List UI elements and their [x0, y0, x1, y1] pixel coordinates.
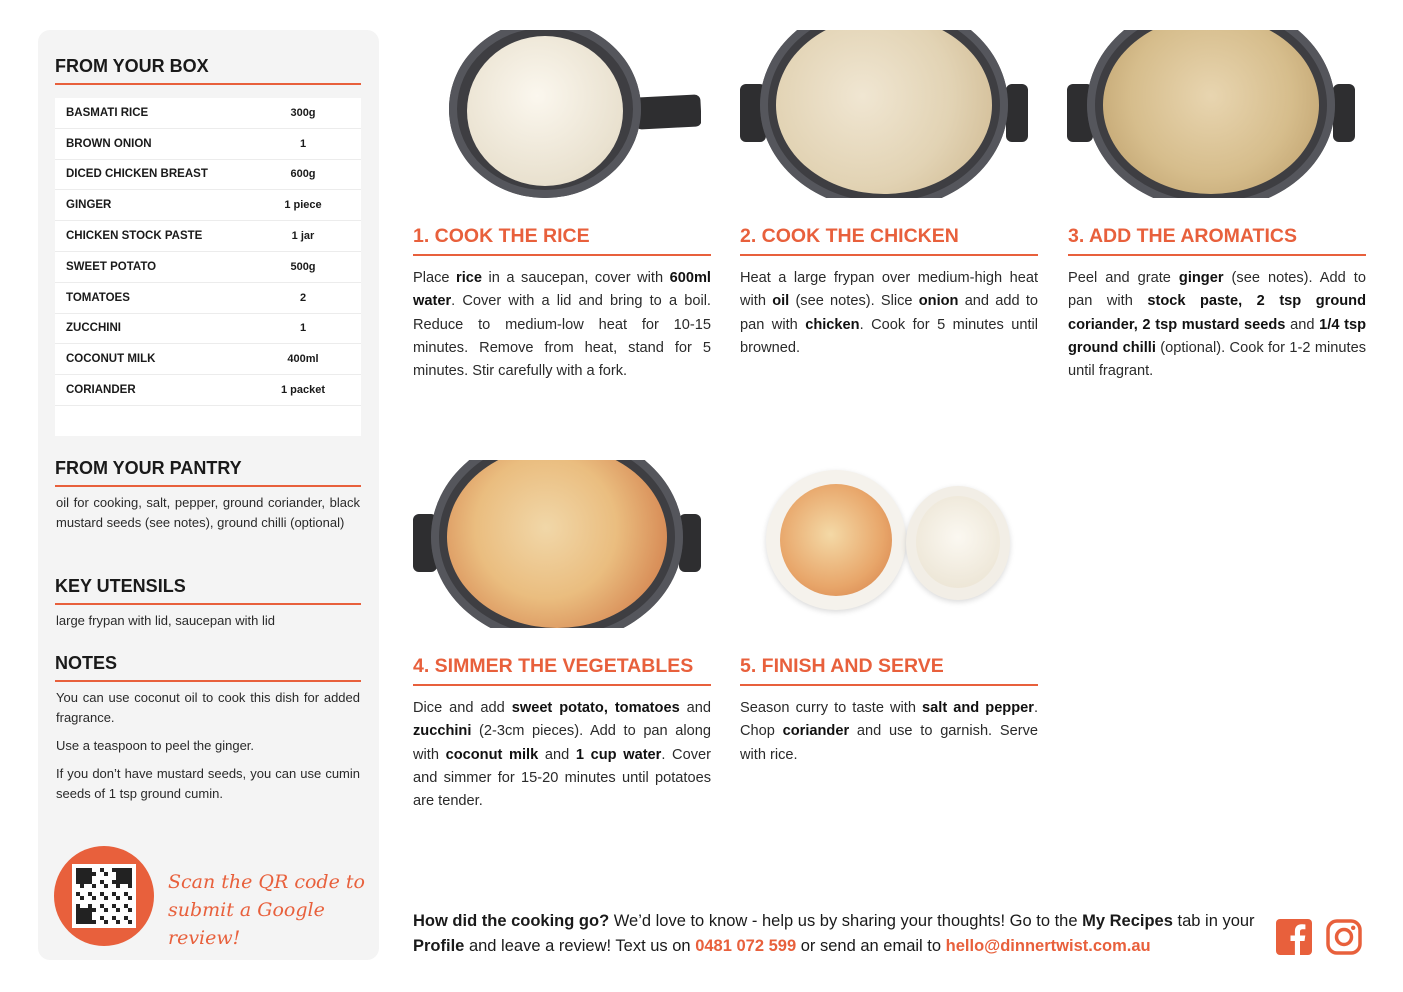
ingredient-qty: 1 — [299, 137, 307, 150]
step-2-body — [740, 267, 1038, 360]
ingredient-name: GINGER — [66, 199, 112, 212]
step-bold-text: zucchini — [413, 723, 472, 740]
review-footer — [413, 909, 1263, 959]
instagram-icon[interactable] — [1326, 919, 1362, 955]
footer-text: and leave a review! Text us on — [464, 937, 696, 955]
step-text: Place — [413, 270, 457, 286]
step-text: in a saucepan, cover with — [482, 270, 670, 286]
step-text: (2-3cm pieces). Add to pan along with — [413, 723, 711, 763]
step-bold-text: salt and pepper — [922, 700, 1034, 716]
ingredient-qty: 1 piece — [284, 199, 322, 212]
step-4-photo — [413, 460, 701, 628]
ingredient-name: BASMATI RICE — [66, 106, 149, 119]
step-bold-text: 1/4 tsp ground chilli — [1068, 316, 1367, 356]
ingredient-name: ZUCCHINI — [66, 322, 121, 335]
step-text: Heat a large frypan over medium-high heat with — [740, 270, 1038, 310]
sidebar — [38, 30, 379, 960]
ingredients-table — [55, 98, 361, 436]
step-text: Peel and grate — [1068, 270, 1179, 286]
notes-list — [56, 688, 360, 812]
step-bold-text: rice — [456, 270, 482, 286]
note-item: Use a teaspoon to peel the ginger. — [56, 738, 255, 753]
key-utensils-heading: KEY UTENSILS — [55, 576, 361, 605]
ingredient-name: BROWN ONION — [66, 137, 152, 150]
ingredient-name: CORIANDER — [66, 384, 136, 397]
qr-caption — [168, 868, 368, 952]
step-bold-text: coconut milk — [445, 746, 539, 763]
step-text: and — [679, 700, 711, 716]
step-4-title: 4. SIMMER THE VEGETABLES — [413, 655, 711, 686]
ingredient-name: TOMATOES — [66, 291, 130, 304]
ingredient-qty: 1 jar — [291, 230, 315, 243]
step-1-title: 1. COOK THE RICE — [413, 225, 711, 256]
qr-caption-line2: submit a Google review! — [168, 899, 325, 949]
step-text: Season curry to taste with — [740, 700, 923, 716]
ingredient-row — [55, 252, 361, 283]
ingredient-name: DICED CHICKEN BREAST — [66, 168, 208, 181]
footer-text: tab in your — [1172, 912, 1255, 930]
step-2-photo — [740, 30, 1028, 198]
step-text: (see notes). Add to pan with — [1068, 270, 1366, 310]
phone-link[interactable]: 0481 072 599 — [695, 937, 797, 955]
ingredient-row — [55, 375, 361, 406]
step-bold-text: sweet potato, tomatoes — [511, 700, 680, 716]
footer-question: How did the cooking go? — [413, 912, 610, 930]
step-text: and — [1285, 316, 1320, 333]
profile-label: Profile — [413, 937, 465, 955]
step-3-body — [1068, 267, 1366, 383]
step-bold-text: coriander — [782, 723, 850, 740]
ingredient-row — [55, 160, 361, 191]
step-text: . Cook for 5 minutes until browned. — [740, 316, 1038, 356]
ingredient-row — [55, 314, 361, 345]
step-text: . Cover with a lid and bring to a boil. Reduce to medium-low heat for 10-15 minutes. Remove from heat, stand for 5 minutes. Stir carefully with a fork. — [413, 293, 711, 380]
step-bold-text: onion — [918, 293, 959, 310]
step-2-title: 2. COOK THE CHICKEN — [740, 225, 1038, 256]
ingredient-qty: 600g — [290, 168, 316, 181]
ingredient-name: COCONUT MILK — [66, 353, 156, 366]
utensils-text: large frypan with lid, saucepan with lid — [56, 613, 275, 628]
note-item: You can use coconut oil to cook this dish for added fragrance. — [56, 690, 360, 725]
ingredient-name: SWEET POTATO — [66, 260, 157, 273]
qr-code-icon[interactable] — [72, 864, 136, 928]
ingredient-qty: 2 — [299, 291, 307, 304]
ingredient-qty: 1 packet — [280, 384, 326, 397]
step-bold-text: 1 cup water — [575, 746, 662, 763]
footer-text: We’d love to know - help us by sharing your thoughts! Go to the — [609, 912, 1083, 930]
ingredient-row — [55, 344, 361, 375]
step-5-photo — [740, 460, 1028, 628]
step-5-body — [740, 697, 1038, 767]
step-text: and use to garnish. Serve with rice. — [740, 723, 1038, 763]
step-text: . Cover and simmer for 15-20 minutes until potatoes are tender. — [413, 746, 711, 810]
ingredient-qty: 1 — [299, 322, 307, 335]
ingredient-qty: 300g — [290, 106, 316, 119]
step-text: and add to pan with — [740, 293, 1038, 333]
ingredient-qty: 400ml — [287, 353, 319, 366]
step-1-body — [413, 267, 711, 383]
from-your-box-heading: FROM YOUR BOX — [55, 56, 361, 85]
footer-text: or send an email to — [796, 937, 946, 955]
step-text: (optional). Cook for 1-2 minutes until fragrant. — [1068, 339, 1366, 380]
ingredient-row — [55, 98, 361, 129]
note-item: If you don’t have mustard seeds, you can use cumin seeds of 1 tsp ground cumin. — [56, 766, 360, 801]
from-your-pantry-heading: FROM YOUR PANTRY — [55, 458, 361, 487]
qr-code-badge[interactable] — [54, 846, 154, 946]
step-bold-text: ginger — [1178, 270, 1224, 286]
qr-caption-line1: Scan the QR code to — [168, 871, 365, 893]
step-bold-text: chicken — [805, 316, 860, 333]
notes-heading: NOTES — [55, 653, 361, 682]
step-bold-text: 600ml water — [413, 270, 711, 310]
ingredient-row — [55, 283, 361, 314]
step-text: . Chop — [740, 700, 1038, 740]
pantry-text: oil for cooking, salt, pepper, ground coriander, black mustard seeds (see notes), ground chilli (optional) — [56, 495, 360, 530]
step-bold-text: oil — [772, 293, 790, 310]
step-bold-text: stock paste, 2 tsp ground coriander, 2 tsp mustard seeds — [1068, 293, 1366, 333]
step-text: (see notes). Slice — [789, 293, 919, 310]
email-link[interactable]: hello@dinnertwist.com.au — [945, 937, 1151, 955]
step-5-title: 5. FINISH AND SERVE — [740, 655, 1038, 686]
step-3-title: 3. ADD THE AROMATICS — [1068, 225, 1366, 256]
step-text: Dice and add — [413, 700, 512, 716]
step-3-photo — [1067, 30, 1355, 198]
ingredient-name: CHICKEN STOCK PASTE — [66, 230, 203, 243]
step-1-photo — [413, 30, 701, 198]
ingredient-row — [55, 129, 361, 160]
step-text: and — [538, 746, 576, 763]
ingredient-row — [55, 190, 361, 221]
ingredient-qty: 500g — [290, 260, 316, 273]
facebook-icon[interactable] — [1276, 919, 1312, 955]
my-recipes-label: My Recipes — [1082, 912, 1173, 930]
step-4-body — [413, 697, 711, 813]
ingredient-row — [55, 221, 361, 252]
